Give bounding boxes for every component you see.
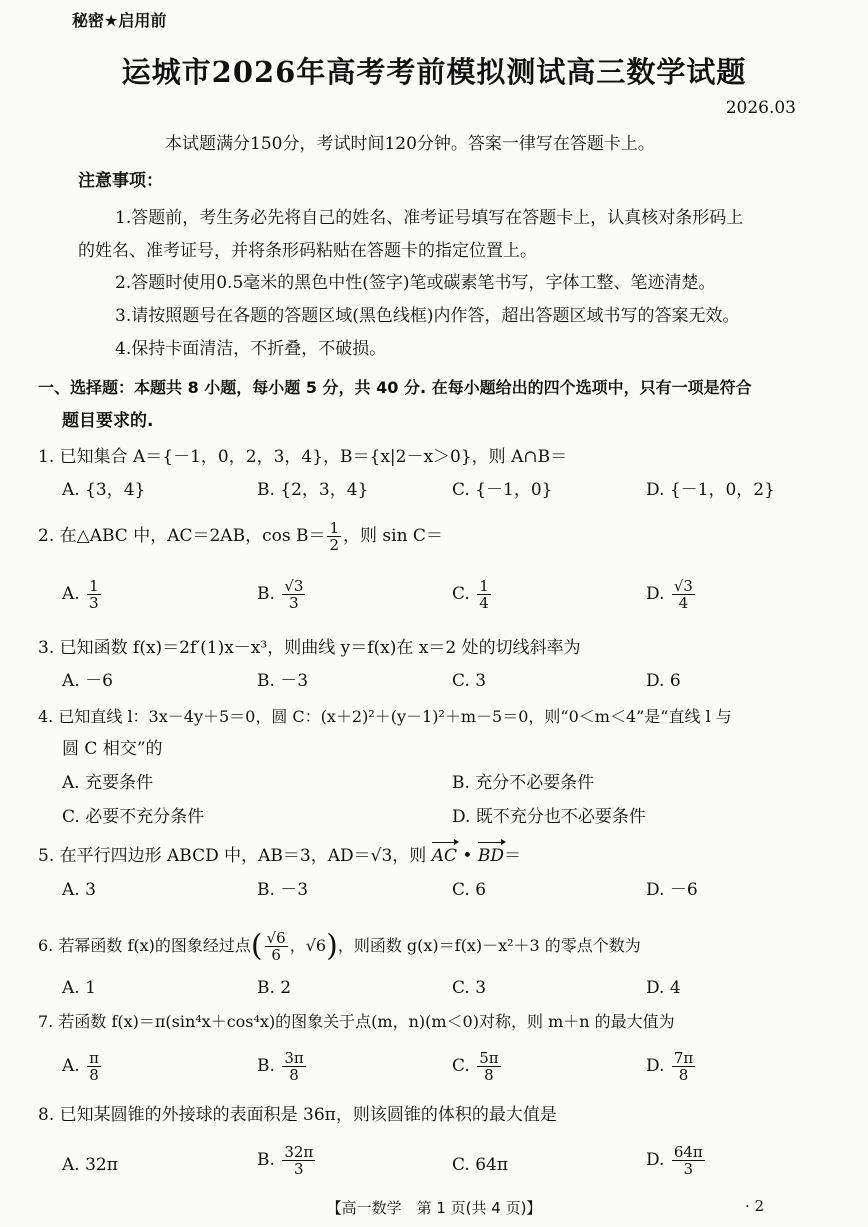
q4-option-c: C. 必要不充分条件 bbox=[62, 807, 205, 827]
notice-1b: 的姓名、准考证号，并将条形码粘贴在答题卡的指定位置上。 bbox=[78, 241, 537, 261]
q1-option-a: A. {3，4} bbox=[62, 480, 146, 500]
q6-option-a: A. 1 bbox=[62, 978, 96, 998]
exam-date: 2026.03 bbox=[725, 98, 796, 118]
section-heading-cont: 题目要求的. bbox=[62, 411, 154, 431]
question-6: 6. 若幂函数 f(x)的图象经过点( $\frac{√6}{6}$ ，√6)，则函数 g(x)＝f(x)－x²＋3 的零点个数为 bbox=[38, 928, 641, 964]
section-heading: 一、选择题：本题共 8 小题，每小题 5 分，共 40 分. 在每小题给出的四个选项中，只有一项是符合 bbox=[38, 378, 752, 397]
q1-option-c: C. {－1，0} bbox=[452, 480, 553, 500]
q4-option-a: A. 充要条件 bbox=[62, 773, 154, 793]
notice-title: 注意事项： bbox=[78, 171, 163, 191]
notice-2: 2.答题时使用0.5毫米的黑色中性(签字)笔或碳素笔书写，字体工整、笔迹清楚。 bbox=[115, 273, 716, 293]
question-2: 2. 在△ABC 中，AC＝2AB，cos B＝ $\frac{1}{2}$ ，则 sin C＝ bbox=[38, 519, 443, 554]
q7-option-c: C. $\frac{5\pi}{8}$ bbox=[452, 1049, 499, 1084]
notice-1: 1.答题前，考生务必先将自己的姓名、准考证号填写在答题卡上，认真核对条形码上 bbox=[115, 208, 744, 228]
vector-bd: BD bbox=[477, 846, 504, 866]
q6-option-c: C. 3 bbox=[452, 978, 487, 998]
secret-label: 秘密★启用前 bbox=[72, 11, 167, 30]
q8-option-b: B. $\frac{32\pi}{3}$ bbox=[257, 1143, 314, 1178]
question-4: 4. 已知直线 l：3x－4y＋5＝0，圆 C：(x＋2)²＋(y－1)²＋m－5＝0，则“0＜m＜4”是“直线 l 与 bbox=[38, 707, 732, 726]
q1-option-b: B. {2，3，4} bbox=[257, 480, 369, 500]
q8-option-d: D. $\frac{64\pi}{3}$ bbox=[646, 1143, 703, 1178]
q6-point-frac: $\frac{√6}{6}$ bbox=[266, 929, 286, 964]
q1-option-d: D. {－1，0，2} bbox=[646, 480, 775, 500]
q7-option-d: D. $\frac{7\pi}{8}$ bbox=[646, 1049, 694, 1084]
q5-option-d: D. －6 bbox=[646, 880, 698, 900]
q2-option-d: D. $\frac{√3}{4}$ bbox=[646, 577, 693, 612]
q7-option-a: A. $\frac{\pi}{8}$ bbox=[62, 1049, 99, 1084]
q3-option-c: C. 3 bbox=[452, 671, 487, 691]
question-5: 5. 在平行四边形 ABCD 中，AB＝3，AD＝√3，则 AC • BD＝ bbox=[38, 846, 521, 866]
q6-option-b: B. 2 bbox=[257, 978, 292, 998]
q8-option-a: A. 32π bbox=[62, 1155, 118, 1175]
page-mark: · 2 bbox=[745, 1197, 765, 1215]
q6-option-d: D. 4 bbox=[646, 978, 681, 998]
q4-option-d: D. 既不充分也不必要条件 bbox=[452, 807, 646, 827]
question-7: 7. 若函数 f(x)＝π(sin⁴x＋cos⁴x)的图象关于点(m，n)(m＜0)对称，则 m＋n 的最大值为 bbox=[38, 1012, 675, 1031]
q3-option-b: B. －3 bbox=[257, 671, 309, 691]
page-title: 运城市2026年高考考前模拟测试高三数学试题 bbox=[121, 55, 747, 89]
q5-option-c: C. 6 bbox=[452, 880, 487, 900]
q2-option-a: A. $\frac{1}{3}$ bbox=[62, 577, 99, 612]
q2-frac: $\frac{1}{2}$ bbox=[329, 519, 339, 554]
question-8: 8. 已知某圆锥的外接球的表面积是 36π，则该圆锥的体积的最大值是 bbox=[38, 1105, 557, 1125]
question-4-cont: 圆 C 相交”的 bbox=[62, 739, 163, 759]
intro-text: 本试题满分150分，考试时间120分钟。答案一律写在答题卡上。 bbox=[165, 134, 655, 154]
q4-option-b: B. 充分不必要条件 bbox=[452, 773, 595, 793]
q2-option-b: B. $\frac{√3}{3}$ bbox=[257, 577, 304, 612]
notice-3: 3.请按照题号在各题的答题区域(黑色线框)内作答，超出答题区域书写的答案无效。 bbox=[115, 306, 740, 326]
vector-ac: AC bbox=[431, 846, 457, 866]
question-3: 3. 已知函数 f(x)＝2f′(1)x－x³，则曲线 y＝f(x)在 x＝2 处的切线斜率为 bbox=[38, 638, 581, 658]
q3-option-a: A. －6 bbox=[62, 671, 113, 691]
q2-option-c: C. $\frac{1}{4}$ bbox=[452, 577, 489, 612]
q7-option-b: B. $\frac{3\pi}{8}$ bbox=[257, 1049, 304, 1084]
notice-4: 4.保持卡面清洁，不折叠，不破损。 bbox=[115, 339, 387, 359]
q5-option-b: B. －3 bbox=[257, 880, 309, 900]
page-footer: 【高一数学 第 1 页(共 4 页)】 bbox=[326, 1199, 542, 1217]
q3-option-d: D. 6 bbox=[646, 671, 681, 691]
q8-option-c: C. 64π bbox=[452, 1155, 509, 1175]
q5-option-a: A. 3 bbox=[62, 880, 96, 900]
question-1: 1. 已知集合 A＝{－1，0，2，3，4}，B＝{x|2－x＞0}，则 A∩B＝ bbox=[38, 447, 568, 467]
